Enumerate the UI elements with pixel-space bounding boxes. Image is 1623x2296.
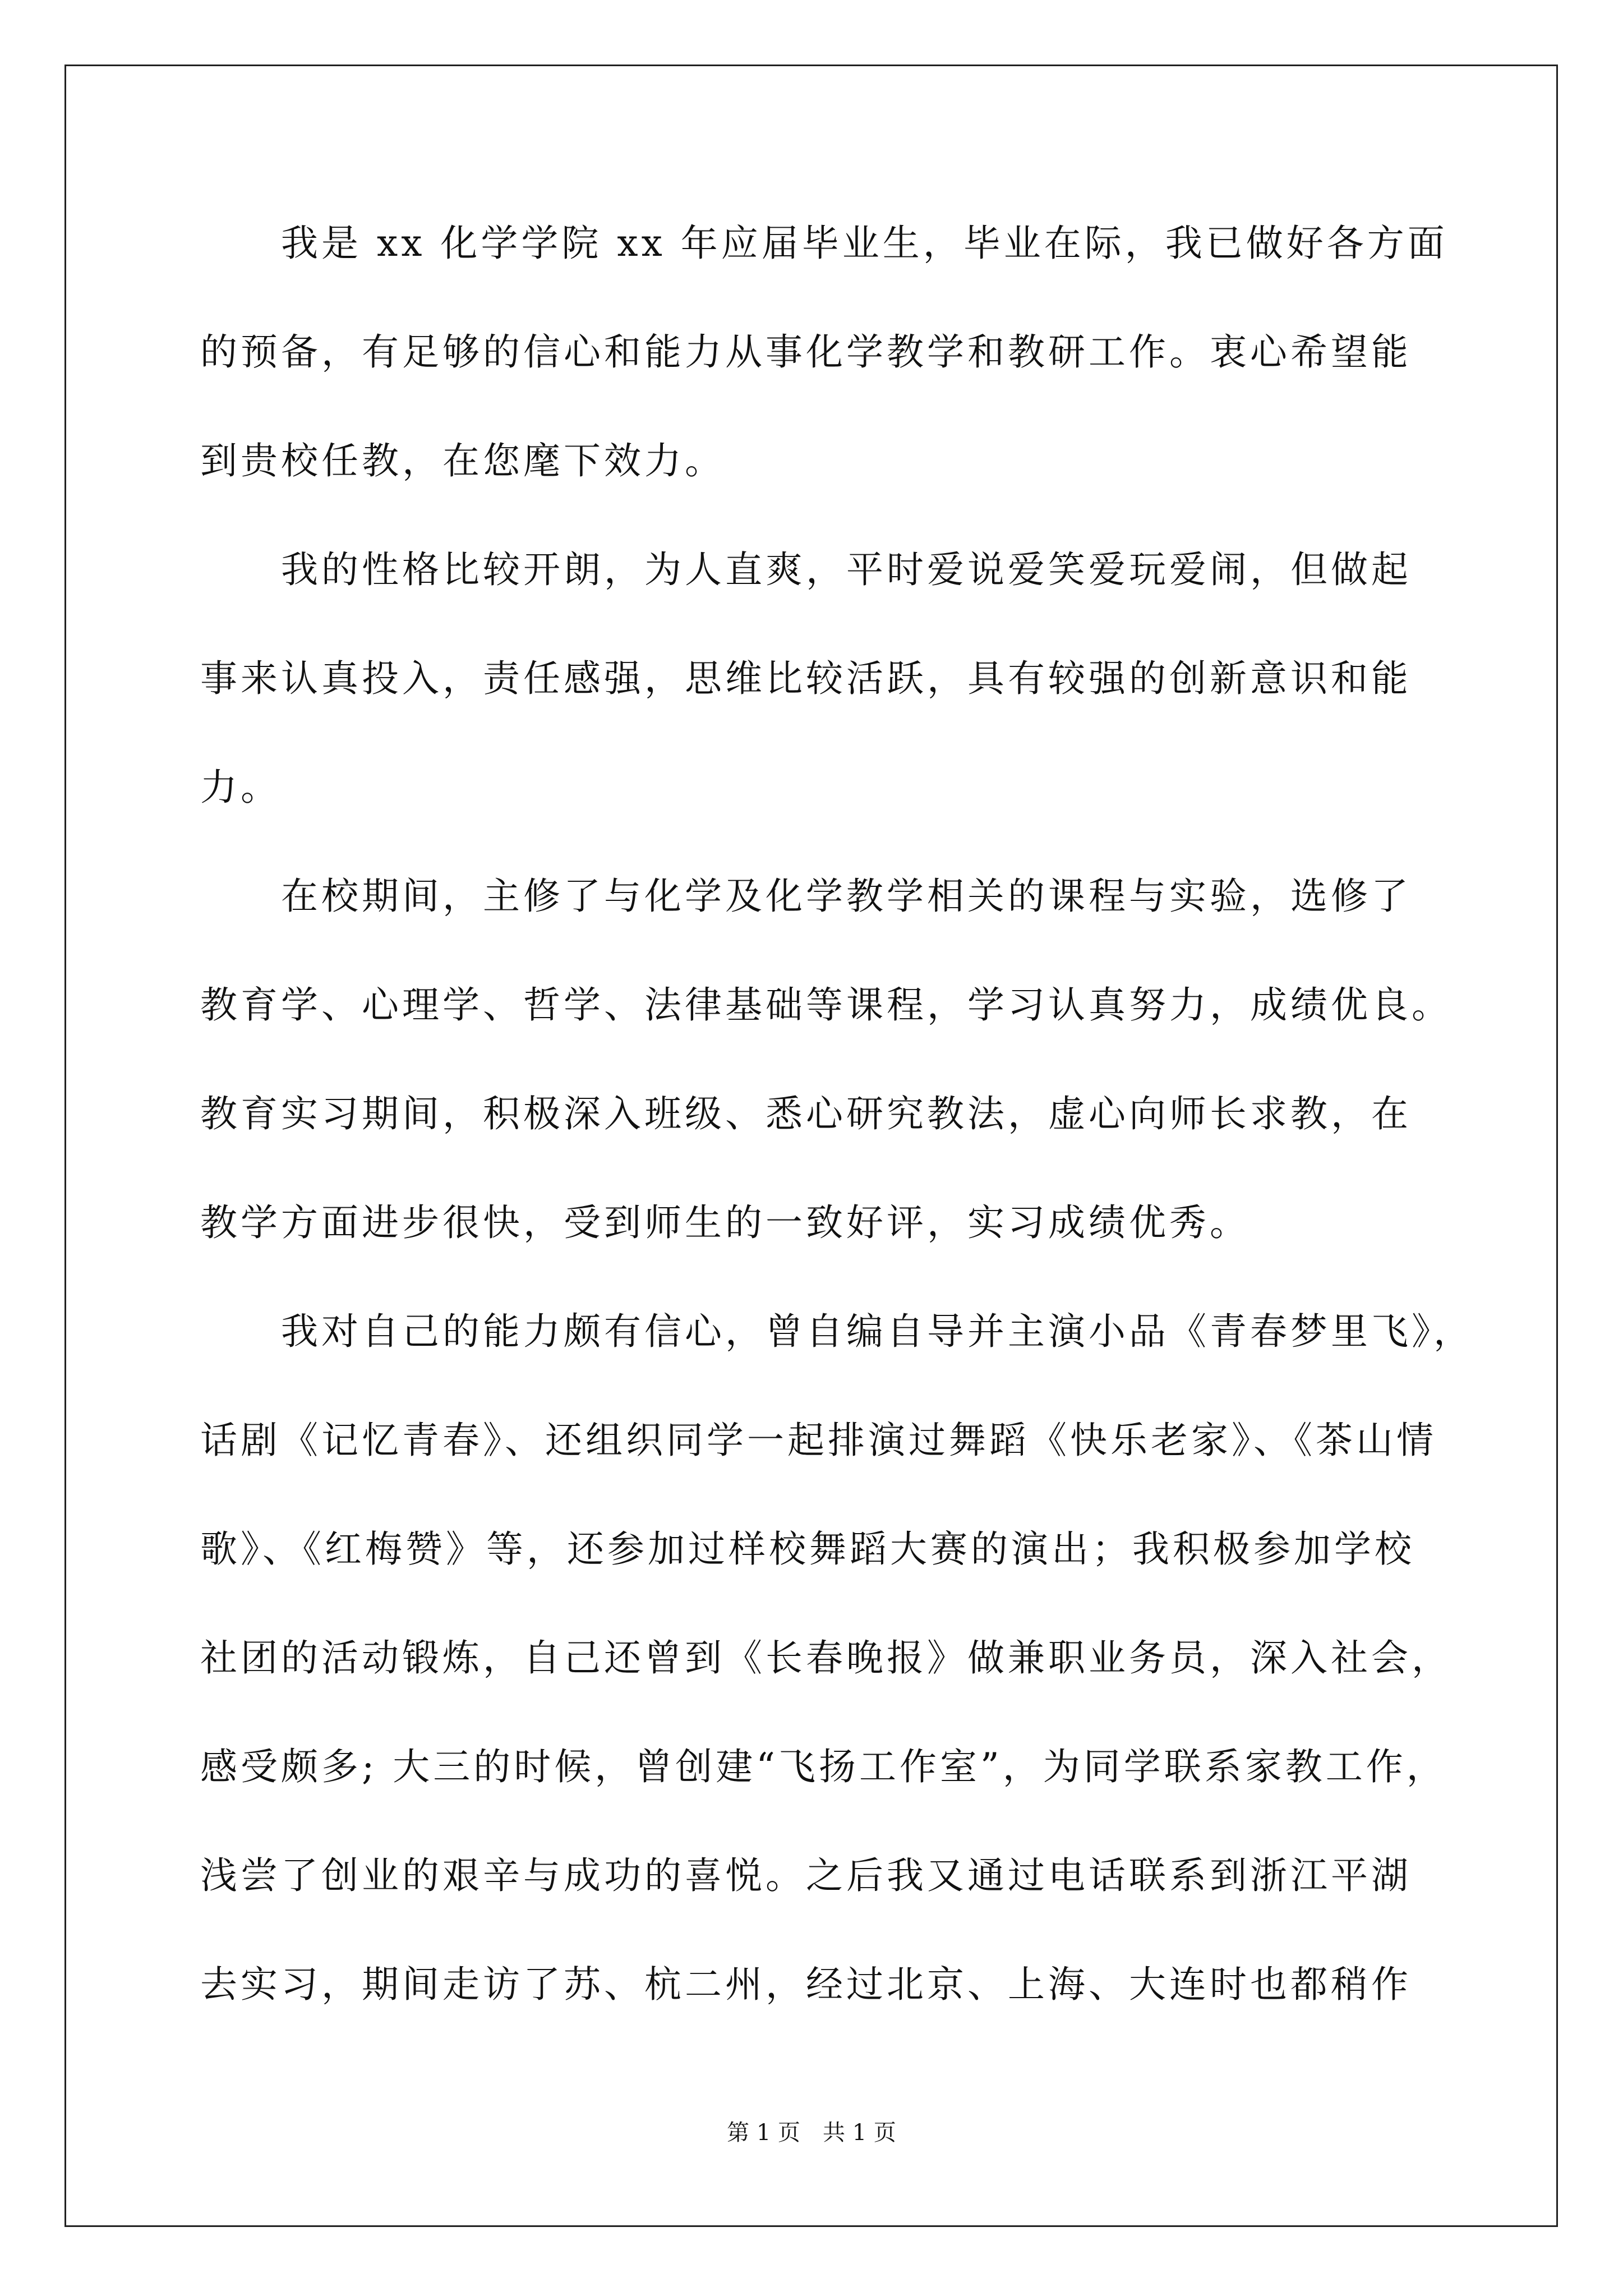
paragraph-3-line-4: 教学方面进步很快，受到师生的一致好评，实习成绩优秀。 bbox=[200, 1201, 1250, 1244]
page-number-total: 共 1 页 bbox=[823, 2120, 896, 2146]
paragraph-1-line-3: 到贵校任教，在您麾下效力。 bbox=[200, 439, 725, 482]
paragraph-4-line-3: 歌》、《红梅赞》等，还参加过样校舞蹈大赛的演出；我积极参加学校 bbox=[200, 1527, 1415, 1571]
page-number-current: 第 1 页 bbox=[727, 2120, 800, 2146]
paragraph-4-line-6: 浅尝了创业的艰辛与成功的喜悦。之后我又通过电话联系到浙江平湖 bbox=[200, 1854, 1412, 1897]
paragraph-3-line-1: 在校期间，主修了与化学及化学教学相关的课程与实验，选修了 bbox=[281, 875, 1412, 918]
paragraph-1-line-2: 的预备，有足够的信心和能力从事化学教学和教研工作。衷心希望能 bbox=[200, 330, 1412, 374]
paragraph-4-line-4: 社团的活动锻炼，自己还曾到《长春晚报》做兼职业务员，深入社会， bbox=[200, 1636, 1452, 1680]
paragraph-1-line-1: 我是 xx 化学学院 xx 年应届毕业生，毕业在际，我已做好各方面 bbox=[281, 222, 1448, 265]
paragraph-4-line-5: 感受颇多; 大三的时候，曾创建“飞扬工作室”，为同学联系家教工作， bbox=[200, 1745, 1447, 1788]
paragraph-4-line-2: 话剧《记忆青春》、还组织同学一起排演过舞蹈《快乐老家》、《茶山情 bbox=[200, 1419, 1437, 1462]
paragraph-3-line-3: 教育实习期间，积极深入班级、悉心研究教法，虚心向师长求教，在 bbox=[200, 1092, 1412, 1135]
paragraph-2-line-3: 力。 bbox=[200, 766, 281, 809]
paragraph-4-line-7: 去实习，期间走访了苏、杭二州，经过北京、上海、大连时也都稍作 bbox=[200, 1963, 1412, 2006]
paragraph-3-line-2: 教育学、心理学、哲学、法律基础等课程，学习认真努力，成绩优良。 bbox=[200, 983, 1452, 1027]
paragraph-2-line-1: 我的性格比较开朗，为人直爽，平时爱说爱笑爱玩爱闹，但做起 bbox=[281, 548, 1412, 591]
paragraph-4-line-1: 我对自己的能力颇有信心，曾自编自导并主演小品《青春梦里飞》， bbox=[281, 1310, 1474, 1353]
paragraph-2-line-2: 事来认真投入，责任感强，思维比较活跃，具有较强的创新意识和能 bbox=[200, 657, 1412, 700]
page-footer bbox=[0, 2119, 1623, 2147]
